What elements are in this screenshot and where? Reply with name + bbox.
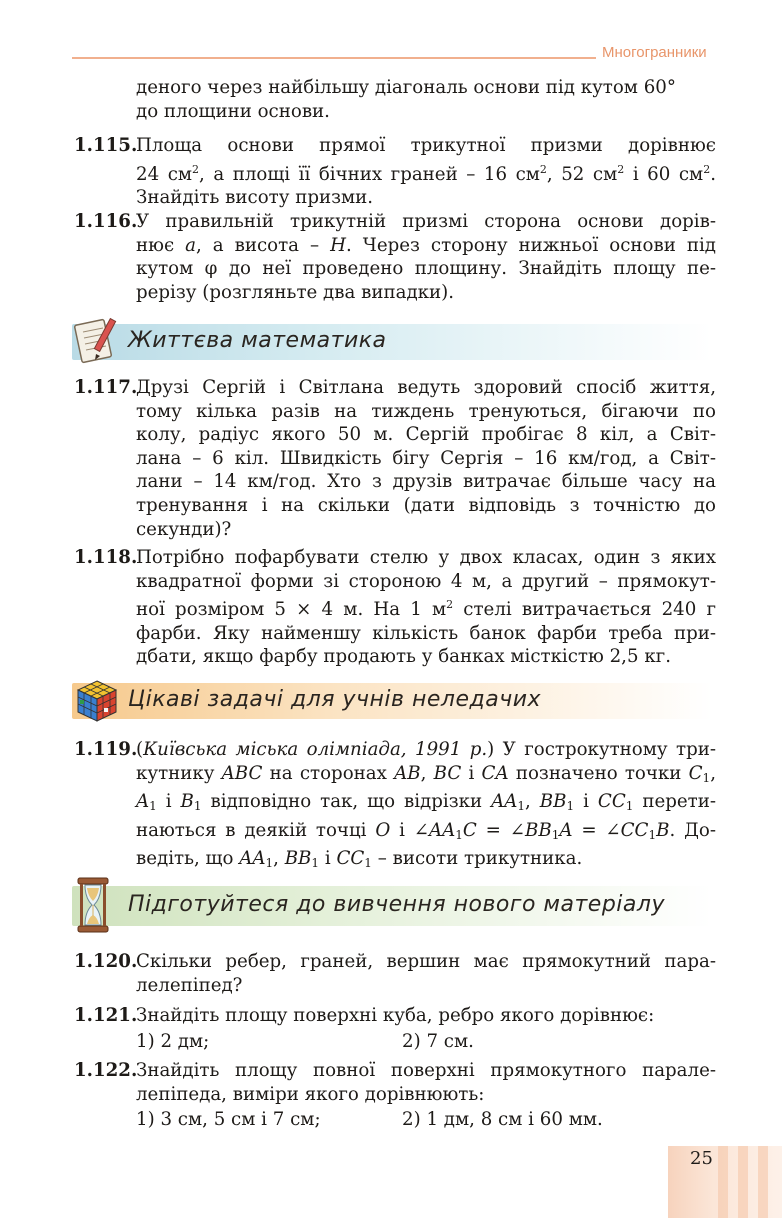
continuation-line: деного через найбільшу діагональ основи під кутом 60° [136, 77, 676, 98]
problem-text-line: ведіть, що $AA_1$, $BB_1$ і $CC_1$ – висоти трикутника. [136, 848, 583, 871]
problem-text-line: Друзі Сергій і Світлана ведуть здоровий спосіб життя, [136, 377, 716, 398]
option-1: 1) 2 дм; [136, 1031, 210, 1052]
problem-1-115 [74, 134, 716, 210]
problem-number: 1.116. [74, 211, 138, 232]
page-number-box [668, 1146, 782, 1218]
problem-1-116 [74, 210, 716, 304]
page-number: 25 [690, 1148, 713, 1169]
hourglass-icon [76, 876, 110, 934]
problem-number: 1.120. [74, 951, 138, 972]
problem-text-line: квадратної форми зі стороною 4 м, а другий – прямокут- [136, 570, 716, 592]
problem-text-line: Потрібно пофарбувати стелю у двох класах, один з яких [136, 547, 716, 568]
option-2: 2) 1 дм, 8 см і 60 мм. [402, 1109, 603, 1130]
problem-number: 1.119. [74, 739, 138, 760]
rubiks-cube-icon [74, 678, 120, 724]
problem-text-line: кутнику ABC на сторонах AB, BC і CA позначено точки $C_1$, [136, 762, 716, 785]
option-2: 2) 7 см. [402, 1031, 474, 1052]
problem-number: 1.122. [74, 1060, 138, 1081]
problem-text-line: Площа основи прямої трикутної призми дорівнює [136, 135, 716, 156]
problem-text-line: Скільки ребер, граней, вершин має прямокутний пара- [136, 951, 716, 972]
banner-interesting-problems [72, 683, 712, 719]
problem-text-line: тренування і на скільки (дати відповідь з точністю до [136, 494, 716, 516]
problem-1-117 [74, 376, 716, 541]
problem-number: 1.121. [74, 1005, 138, 1026]
source-citation: Київська міська олімпіада, 1991 р. [143, 739, 488, 760]
problem-number: 1.118. [74, 547, 138, 568]
problem-text-line: лепіпеда, виміри якого дорівнюють: [136, 1083, 485, 1105]
problem-text-line: У правильній трикутній призмі сторона основи дорів- [136, 211, 716, 232]
problem-text-line: Знайдіть площу повної поверхні прямокутного парале- [136, 1060, 716, 1081]
banner-life-math [72, 324, 712, 360]
banner-title: Цікаві задачі для учнів неледачих [128, 687, 542, 712]
section-title: Многогранники [602, 44, 707, 61]
problem-text-line: (Київська міська олімпіада, 1991 р.) У гострокутному три- [136, 739, 716, 760]
problem-text-line: секунди)? [136, 518, 232, 540]
header-rule [72, 57, 596, 59]
problem-text-line: ної розміром 5 × 4 м. На 1 $м^2$ стелі витрачається 240 г [136, 598, 716, 621]
problem-text-line: кутом φ до неї проведено площину. Знайдіть площу пе- [136, 258, 716, 280]
continuation-text [136, 76, 716, 123]
problem-text-line: Знайдіть висоту призми. [136, 187, 374, 209]
banner-prepare [72, 886, 712, 926]
problem-1-120 [74, 950, 716, 997]
problem-number: 1.117. [74, 377, 138, 398]
problem-text-line: Знайдіть площу поверхні куба, ребро якого дорівнює: [136, 1005, 655, 1026]
problem-text-line: рерізу (розгляньте два випадки). [136, 281, 455, 303]
problem-text-line: дбати, якщо фарбу продають у банках місткістю 2,5 кг. [136, 646, 671, 668]
problem-number: 1.115. [74, 135, 138, 156]
problem-text-line: 24 $см^2$, а площі її бічних граней – 16 $см^2$, 52 $см^2$ і 60 $см^2$. [136, 162, 716, 185]
problem-1-121 [74, 1004, 716, 1028]
problem-text-line: лана – 6 кіл. Швидкість бігу Сергія – 16 км/год, а Світ- [136, 447, 716, 469]
problem-text-line: наються в деякій точці O і $\angle AA_1C$ = $\angle BB_1A$ = $\angle CC_1B$. До- [136, 819, 716, 842]
problem-text-line: тому кілька разів на тиждень тренуються, бігаючи по [136, 400, 716, 422]
continuation-line: до площини основи. [136, 100, 330, 122]
banner-title: Життєва математика [128, 328, 387, 353]
problem-text-line: колу, радіус якого 50 м. Сергій пробігає 8 кіл, а Світ- [136, 424, 716, 446]
problem-1-122 [74, 1059, 716, 1106]
problem-text-line: фарби. Яку найменшу кількість банок фарби треба при- [136, 622, 716, 644]
problem-1-119 [74, 738, 716, 876]
banner-title: Підготуйтеся до вивчення нового матеріалу [128, 892, 665, 917]
notebook-pencil-icon [74, 316, 120, 364]
problem-text-line: лелепіпед? [136, 974, 243, 996]
problem-text-line: лани – 14 км/год. Хто з друзів витрачає більше часу на [136, 471, 716, 493]
problem-text-line: $A_1$ і $B_1$ відповідно так, що відрізки $AA_1$, $BB_1$ і $CC_1$ перети- [136, 791, 716, 814]
option-1: 1) 3 см, 5 см і 7 см; [136, 1109, 321, 1130]
problem-1-118 [74, 546, 716, 669]
problem-text-line: нює a, а висота – H. Через сторону нижньої основи під [136, 234, 717, 256]
